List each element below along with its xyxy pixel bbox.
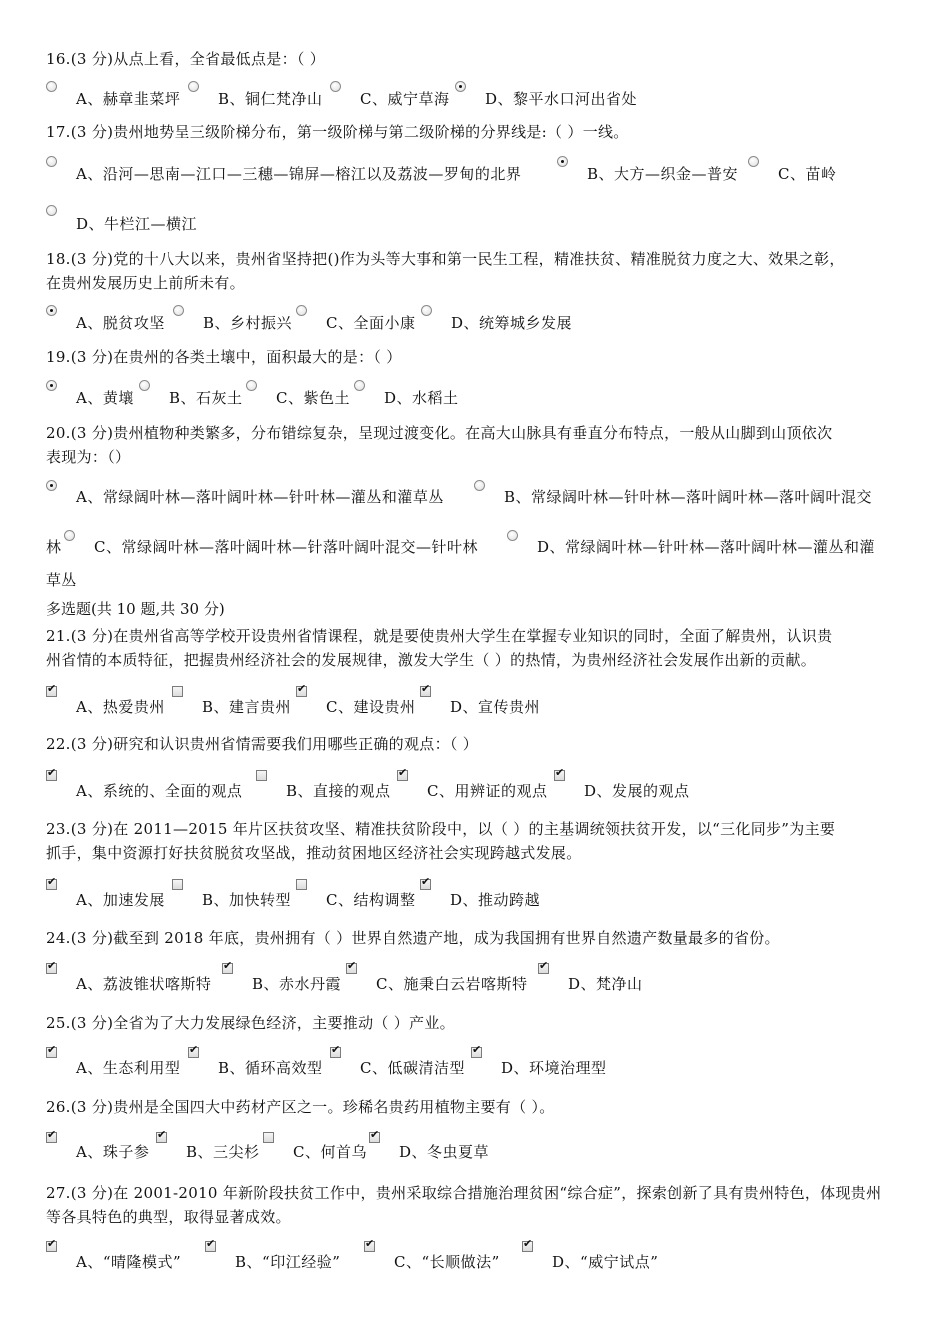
question-17-option-1-radio[interactable] bbox=[46, 156, 57, 167]
question-18-text-line-2: 在贵州发展历史上前所未有。 bbox=[46, 274, 245, 292]
question-22-option-label: D、发展的观点 bbox=[584, 782, 690, 800]
question-23-text-line-1: 23.(3 分)在 2011—2015 年片区扶贫攻坚、精准扶贫阶段中，以（ ）的主基调统领扶贫开发，以“三化同步”为主要 bbox=[46, 820, 836, 838]
question-23-option-label: A、加速发展 bbox=[76, 891, 165, 909]
question-18-option-1-radio[interactable] bbox=[46, 305, 57, 316]
question-23-text-line-2: 抓手，集中资源打好扶贫脱贫攻坚战，推动贫困地区经济社会实现跨越式发展。 bbox=[46, 844, 582, 862]
question-24-option-label: C、施秉白云岩喀斯特 bbox=[376, 975, 528, 993]
question-16-option-2-radio[interactable] bbox=[188, 81, 199, 92]
question-25-option-label: C、低碳清洁型 bbox=[360, 1059, 465, 1077]
question-20-option-1-radio[interactable] bbox=[46, 480, 57, 491]
question-20-option-label: C、常绿阔叶林—落叶阔叶林—针落叶阔叶混交—针叶林 bbox=[94, 538, 478, 556]
question-27-option-1-checkbox[interactable] bbox=[46, 1241, 57, 1252]
question-20-option-label: B、常绿阔叶林—针叶林—落叶阔叶林—落叶阔叶混交 bbox=[504, 488, 873, 506]
question-23-option-label: B、加快转型 bbox=[202, 891, 292, 909]
question-22-option-3-checkbox[interactable] bbox=[397, 770, 408, 781]
question-20-option-3-radio[interactable] bbox=[507, 530, 518, 541]
question-21-text-line-2: 州省情的本质特征，把握贵州经济社会的发展规律，激发大学生（ ）的热情，为贵州经济社会发展作出新的贡献。 bbox=[46, 651, 817, 669]
question-25-option-label: D、环境治理型 bbox=[501, 1059, 607, 1077]
question-16-option-label: D、黎平水口河出省处 bbox=[485, 90, 638, 108]
question-18-option-2-radio[interactable] bbox=[173, 305, 184, 316]
question-27-option-label: C、“长顺做法” bbox=[394, 1253, 500, 1271]
question-26-option-1-checkbox[interactable] bbox=[46, 1132, 57, 1143]
question-25-option-2-checkbox[interactable] bbox=[188, 1047, 199, 1058]
question-17-option-label: D、牛栏江—横江 bbox=[76, 215, 198, 233]
question-25-option-label: B、循环高效型 bbox=[218, 1059, 323, 1077]
question-18-option-label: A、脱贫攻坚 bbox=[76, 314, 165, 332]
question-18-option-label: B、乡村振兴 bbox=[203, 314, 293, 332]
question-23-option-3-checkbox[interactable] bbox=[296, 879, 307, 890]
question-23-option-4-checkbox[interactable] bbox=[420, 879, 431, 890]
question-24-option-label: A、荔波锥状喀斯特 bbox=[76, 975, 212, 993]
question-25-option-1-checkbox[interactable] bbox=[46, 1047, 57, 1058]
question-23-option-label: D、推动跨越 bbox=[450, 891, 541, 909]
question-18-option-3-radio[interactable] bbox=[296, 305, 307, 316]
question-21-option-label: C、建设贵州 bbox=[326, 698, 416, 716]
question-17-option-1-radio[interactable] bbox=[46, 205, 57, 216]
question-26-text-line-1: 26.(3 分)贵州是全国四大中药材产区之一。珍稀名贵药用植物主要有（ ）。 bbox=[46, 1098, 555, 1116]
question-19-option-label: A、黄壤 bbox=[76, 389, 134, 407]
question-26-option-3-checkbox[interactable] bbox=[263, 1132, 274, 1143]
question-17-option-label: B、大方—织金—普安 bbox=[587, 165, 739, 183]
question-24-text-line-1: 24.(3 分)截至到 2018 年底，贵州拥有（ ）世界自然遗产地，成为我国拥有世界自然遗产数量最多的省份。 bbox=[46, 929, 780, 947]
question-18-option-label: C、全面小康 bbox=[326, 314, 416, 332]
question-24-option-1-checkbox[interactable] bbox=[46, 963, 57, 974]
question-20-option-label: 林 bbox=[46, 538, 62, 556]
question-19-option-label: C、紫色土 bbox=[276, 389, 350, 407]
question-21-option-3-checkbox[interactable] bbox=[296, 686, 307, 697]
question-26-option-label: D、冬虫夏草 bbox=[399, 1143, 490, 1161]
question-16-option-label: B、铜仁梵净山 bbox=[218, 90, 323, 108]
question-23-option-2-checkbox[interactable] bbox=[172, 879, 183, 890]
question-16-option-4-radio[interactable] bbox=[455, 81, 466, 92]
question-27-option-label: D、“威宁试点” bbox=[552, 1253, 659, 1271]
question-21-option-label: B、建言贵州 bbox=[202, 698, 292, 716]
question-16-option-3-radio[interactable] bbox=[330, 81, 341, 92]
question-23-option-label: C、结构调整 bbox=[326, 891, 416, 909]
question-27-text-line-1: 27.(3 分)在 2001-2010 年新阶段扶贫工作中，贵州采取综合措施治理贫困“综合症”，探索创新了具有贵州特色，体现贵州 bbox=[46, 1184, 882, 1202]
question-19-text-line-1: 19.(3 分)在贵州的各类土壤中，面积最大的是：（ ） bbox=[46, 348, 402, 366]
question-21-option-label: D、宣传贵州 bbox=[450, 698, 541, 716]
question-25-option-3-checkbox[interactable] bbox=[330, 1047, 341, 1058]
question-22-option-2-checkbox[interactable] bbox=[256, 770, 267, 781]
question-27-option-label: A、“晴隆模式” bbox=[76, 1253, 182, 1271]
question-20-option-label: D、常绿阔叶林—针叶林—落叶阔叶林—灌丛和灌 bbox=[537, 538, 876, 556]
question-19-option-label: B、石灰土 bbox=[169, 389, 243, 407]
question-27-text-line-2: 等各具特色的典型，取得显著成效。 bbox=[46, 1208, 291, 1226]
question-21-text-line-1: 21.(3 分)在贵州省高等学校开设贵州省情课程，就是要使贵州大学生在掌握专业知识的同时，全面了解贵州，认识贵 bbox=[46, 627, 833, 645]
question-20-option-2-radio[interactable] bbox=[474, 480, 485, 491]
question-16-text-line-1: 16.(3 分)从点上看，全省最低点是：（ ） bbox=[46, 50, 326, 68]
question-24-option-4-checkbox[interactable] bbox=[538, 963, 549, 974]
question-17-option-2-radio[interactable] bbox=[557, 156, 568, 167]
question-16-option-1-radio[interactable] bbox=[46, 81, 57, 92]
question-19-option-2-radio[interactable] bbox=[139, 380, 150, 391]
question-21-option-4-checkbox[interactable] bbox=[420, 686, 431, 697]
question-26-option-label: C、何首乌 bbox=[293, 1143, 367, 1161]
question-27-option-4-checkbox[interactable] bbox=[522, 1241, 533, 1252]
question-18-text-line-1: 18.(3 分)党的十八大以来，贵州省坚持把()作为头等大事和第一民生工程，精准扶贫、精准脱贫力度之大、效果之彰， bbox=[46, 250, 845, 268]
question-21-option-2-checkbox[interactable] bbox=[172, 686, 183, 697]
question-24-option-label: B、赤水丹霞 bbox=[252, 975, 342, 993]
question-20-option-2-radio[interactable] bbox=[64, 530, 75, 541]
question-20-text-line-2: 表现为：（） bbox=[46, 448, 131, 466]
question-22-option-label: A、系统的、全面的观点 bbox=[76, 782, 243, 800]
question-23-option-1-checkbox[interactable] bbox=[46, 879, 57, 890]
question-27-option-3-checkbox[interactable] bbox=[364, 1241, 375, 1252]
question-19-option-1-radio[interactable] bbox=[46, 380, 57, 391]
question-26-option-label: B、三尖杉 bbox=[186, 1143, 260, 1161]
question-26-option-label: A、珠子参 bbox=[76, 1143, 150, 1161]
question-22-text-line-1: 22.(3 分)研究和认识贵州省情需要我们用哪些正确的观点：（ ） bbox=[46, 735, 479, 753]
question-19-option-3-radio[interactable] bbox=[246, 380, 257, 391]
question-25-text-line-1: 25.(3 分)全省为了大力发展绿色经济，主要推动（ ）产业。 bbox=[46, 1014, 455, 1032]
question-18-option-label: D、统筹城乡发展 bbox=[451, 314, 573, 332]
question-22-option-label: B、直接的观点 bbox=[286, 782, 391, 800]
multi-choice-section-header: 多选题(共 10 题,共 30 分) bbox=[46, 600, 225, 618]
question-17-option-label: A、沿河—思南—江口—三穗—锦屏—榕江以及荔波—罗甸的北界 bbox=[76, 165, 522, 183]
question-25-option-label: A、生态利用型 bbox=[76, 1059, 181, 1077]
question-24-option-2-checkbox[interactable] bbox=[222, 963, 233, 974]
question-21-option-1-checkbox[interactable] bbox=[46, 686, 57, 697]
question-27-option-2-checkbox[interactable] bbox=[205, 1241, 216, 1252]
question-18-option-4-radio[interactable] bbox=[421, 305, 432, 316]
question-16-option-label: C、威宁草海 bbox=[360, 90, 450, 108]
question-19-option-label: D、水稻土 bbox=[384, 389, 459, 407]
question-22-option-4-checkbox[interactable] bbox=[554, 770, 565, 781]
question-21-option-label: A、热爱贵州 bbox=[76, 698, 165, 716]
question-17-option-label: C、苗岭 bbox=[778, 165, 837, 183]
question-20-option-continuation: 草丛 bbox=[46, 571, 77, 589]
question-17-text-line-1: 17.(3 分)贵州地势呈三级阶梯分布，第一级阶梯与第二级阶梯的分界线是:（ ）一线。 bbox=[46, 123, 629, 141]
question-22-option-label: C、用辨证的观点 bbox=[427, 782, 548, 800]
question-27-option-label: B、“印江经验” bbox=[235, 1253, 341, 1271]
question-26-option-4-checkbox[interactable] bbox=[369, 1132, 380, 1143]
question-16-option-label: A、赫章韭菜坪 bbox=[76, 90, 181, 108]
question-24-option-3-checkbox[interactable] bbox=[346, 963, 357, 974]
question-20-option-label: A、常绿阔叶林—落叶阔叶林—针叶林—灌丛和灌草丛 bbox=[76, 488, 444, 506]
question-22-option-1-checkbox[interactable] bbox=[46, 770, 57, 781]
question-19-option-4-radio[interactable] bbox=[354, 380, 365, 391]
question-17-option-3-radio[interactable] bbox=[748, 156, 759, 167]
question-25-option-4-checkbox[interactable] bbox=[471, 1047, 482, 1058]
question-26-option-2-checkbox[interactable] bbox=[156, 1132, 167, 1143]
question-24-option-label: D、梵净山 bbox=[568, 975, 643, 993]
question-20-text-line-1: 20.(3 分)贵州植物种类繁多，分布错综复杂，呈现过渡变化。在高大山脉具有垂直分布特点，一般从山脚到山顶依次 bbox=[46, 424, 833, 442]
